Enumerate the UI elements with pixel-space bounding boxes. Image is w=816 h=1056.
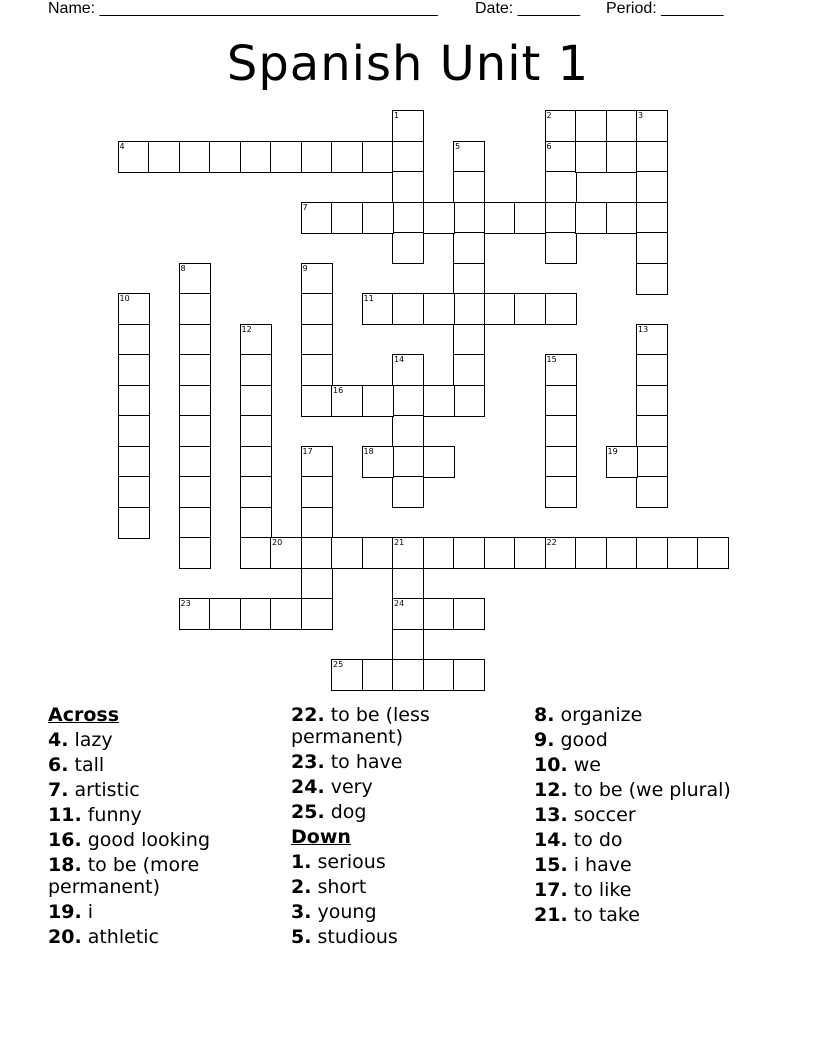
grid-cell[interactable] — [423, 293, 455, 325]
clue-number: 16 — [333, 385, 344, 395]
grid-cell[interactable] — [423, 385, 455, 417]
clue-item-text: young — [311, 901, 377, 923]
grid-cell[interactable] — [575, 202, 607, 234]
grid-cell[interactable] — [240, 446, 272, 478]
grid-cell[interactable] — [209, 141, 241, 173]
clue-number: 4 — [119, 141, 125, 151]
grid-cell[interactable] — [331, 659, 363, 691]
grid-cell[interactable] — [179, 415, 211, 447]
grid-cell[interactable] — [636, 415, 668, 447]
clue-item-text: to have — [324, 751, 403, 773]
grid-cell[interactable] — [606, 202, 638, 234]
grid-cell[interactable] — [545, 537, 577, 569]
clue-item-text: funny — [81, 804, 142, 826]
grid-cell[interactable] — [636, 232, 668, 264]
grid-cell[interactable] — [392, 385, 424, 417]
clue-number: 20 — [272, 538, 283, 547]
clue-item-text: organize — [554, 704, 643, 726]
grid-cell[interactable] — [362, 202, 394, 234]
grid-cell[interactable] — [636, 476, 668, 508]
grid-cell[interactable] — [362, 659, 394, 691]
grid-cell[interactable] — [636, 537, 668, 569]
grid-cell[interactable] — [453, 171, 485, 203]
clue-number: 1 — [394, 111, 400, 120]
grid-cell[interactable] — [270, 141, 302, 173]
grid-cell[interactable] — [453, 263, 485, 295]
grid-cell[interactable] — [545, 110, 577, 142]
grid-cell[interactable] — [240, 415, 272, 447]
clue-number: 7 — [302, 202, 308, 212]
clue-item — [291, 776, 527, 798]
grid-cell[interactable] — [423, 537, 455, 569]
grid-cell[interactable] — [392, 476, 424, 508]
clue-number: 10 — [119, 294, 130, 303]
clue-item-number: 2. — [291, 876, 312, 898]
clue-item-text: to be (more permanent) — [48, 854, 200, 898]
clue-item — [48, 926, 284, 948]
grid-cell[interactable] — [484, 293, 516, 325]
grid-cell[interactable] — [179, 537, 211, 569]
clue-item-number: 1. — [291, 851, 312, 873]
clue-item-number: 25. — [291, 801, 325, 823]
grid-cell[interactable] — [392, 659, 424, 691]
clue-number: 13 — [638, 324, 649, 334]
grid-cell[interactable] — [362, 141, 394, 173]
clue-item-number: 24. — [291, 776, 325, 798]
grid-cell[interactable] — [423, 598, 455, 630]
grid-cell[interactable] — [362, 537, 394, 569]
grid-cell[interactable] — [301, 537, 333, 569]
clue-number: 25 — [333, 660, 344, 669]
grid-cell[interactable] — [301, 202, 333, 234]
clue-item — [48, 754, 284, 776]
clue-number: 11 — [363, 294, 374, 303]
grid-cell[interactable] — [453, 659, 485, 691]
grid-cell[interactable] — [453, 598, 485, 630]
grid-cell[interactable] — [545, 354, 577, 386]
grid-cell[interactable] — [514, 202, 546, 234]
grid-cell[interactable] — [392, 171, 424, 203]
grid-cell[interactable] — [636, 385, 668, 417]
clue-number: 22 — [546, 538, 557, 547]
grid-cell[interactable] — [118, 507, 150, 539]
grid-cell[interactable] — [240, 476, 272, 508]
clue-number: 14 — [394, 355, 405, 364]
clue-item-number: 8. — [534, 704, 555, 726]
grid-cell[interactable] — [392, 629, 424, 661]
clue-item-text: to be (we plural) — [567, 779, 731, 801]
grid-cell[interactable] — [301, 507, 333, 539]
grid-cell[interactable] — [392, 354, 424, 386]
period-field[interactable]: Period: _______ — [606, 0, 724, 17]
grid-cell[interactable] — [179, 141, 211, 173]
clue-item-number: 23. — [291, 751, 325, 773]
date-field[interactable]: Date: _______ — [475, 0, 580, 17]
grid-cell[interactable] — [545, 293, 577, 325]
clue-number: 12 — [241, 324, 252, 334]
clue-number: 8 — [180, 263, 186, 273]
clue-item-number: 21. — [534, 904, 568, 926]
grid-cell[interactable] — [301, 385, 333, 417]
grid-cell[interactable] — [179, 476, 211, 508]
grid-cell[interactable] — [240, 385, 272, 417]
grid-cell[interactable] — [453, 354, 485, 386]
clue-number: 3 — [638, 111, 644, 120]
clue-item-text: soccer — [567, 804, 636, 826]
clue-item-number: 16. — [48, 829, 82, 851]
clue-number: 9 — [302, 263, 308, 273]
grid-cell[interactable] — [301, 354, 333, 386]
grid-cell[interactable] — [453, 141, 485, 173]
clue-item-number: 22. — [291, 704, 325, 726]
clue-item — [48, 854, 284, 898]
grid-cell[interactable] — [301, 568, 333, 600]
grid-cell[interactable] — [118, 446, 150, 478]
grid-cell[interactable] — [667, 537, 699, 569]
clue-item-text: artistic — [68, 779, 140, 801]
grid-cell[interactable] — [545, 141, 577, 173]
clue-item — [534, 829, 770, 851]
grid-cell[interactable] — [209, 598, 241, 630]
grid-cell[interactable] — [575, 537, 607, 569]
grid-cell[interactable] — [636, 263, 668, 295]
grid-cell[interactable] — [392, 141, 424, 173]
clue-item-text: athletic — [81, 926, 159, 948]
header — [0, 0, 816, 20]
grid-cell[interactable] — [331, 537, 363, 569]
clue-number: 23 — [180, 599, 191, 608]
clue-item — [291, 751, 527, 773]
grid-cell[interactable] — [392, 232, 424, 264]
clue-item — [48, 829, 284, 851]
grid-cell[interactable] — [301, 598, 333, 630]
grid-cell[interactable] — [606, 446, 638, 478]
grid-cell[interactable] — [331, 202, 363, 234]
grid-cell[interactable] — [514, 537, 546, 569]
clue-item — [291, 901, 527, 923]
clue-item-text: to like — [567, 879, 632, 901]
grid-cell[interactable] — [423, 202, 455, 234]
clue-item — [291, 926, 527, 948]
grid-cell[interactable] — [179, 598, 211, 630]
clue-item — [48, 901, 284, 923]
grid-cell[interactable] — [453, 293, 485, 325]
grid-cell[interactable] — [636, 354, 668, 386]
grid-cell[interactable] — [240, 507, 272, 539]
grid-cell[interactable] — [240, 324, 272, 356]
clue-item-number: 9. — [534, 729, 555, 751]
grid-cell[interactable] — [636, 446, 668, 478]
clue-column-1 — [48, 704, 284, 951]
grid-cell[interactable] — [301, 263, 333, 295]
grid-cell[interactable] — [636, 171, 668, 203]
grid-cell[interactable] — [118, 476, 150, 508]
clue-item-number: 13. — [534, 804, 568, 826]
grid-cell[interactable] — [392, 415, 424, 447]
grid-cell[interactable] — [636, 110, 668, 142]
grid-cell[interactable] — [118, 293, 150, 325]
clue-item-text: to be (less permanent) — [291, 704, 430, 748]
clue-item-text: studious — [311, 926, 398, 948]
clue-item-number: 3. — [291, 901, 312, 923]
clue-number: 6 — [546, 141, 552, 151]
page-title: Spanish Unit 1 — [226, 36, 590, 92]
grid-cell[interactable] — [392, 537, 424, 569]
clue-item — [534, 879, 770, 901]
clue-number: 5 — [455, 141, 461, 151]
clue-item — [291, 876, 527, 898]
grid-cell[interactable] — [331, 385, 363, 417]
clue-heading: Down — [291, 826, 351, 848]
clue-item-text: lazy — [68, 729, 113, 751]
grid-cell[interactable] — [118, 354, 150, 386]
grid-cell[interactable] — [240, 598, 272, 630]
clue-item-number: 14. — [534, 829, 568, 851]
clue-item-text: serious — [311, 851, 386, 873]
grid-cell[interactable] — [545, 415, 577, 447]
grid-cell[interactable] — [362, 385, 394, 417]
grid-cell[interactable] — [392, 598, 424, 630]
clue-item-number: 11. — [48, 804, 82, 826]
clue-number: 18 — [363, 446, 374, 456]
clue-item — [534, 704, 770, 726]
clue-item — [534, 729, 770, 751]
grid-cell[interactable] — [606, 537, 638, 569]
grid-cell[interactable] — [118, 324, 150, 356]
grid-cell[interactable] — [453, 232, 485, 264]
grid-cell[interactable] — [270, 598, 302, 630]
grid-cell[interactable] — [301, 446, 333, 478]
grid-cell[interactable] — [240, 537, 272, 569]
grid-cell[interactable] — [179, 446, 211, 478]
grid-cell[interactable] — [240, 141, 272, 173]
grid-cell[interactable] — [179, 507, 211, 539]
clue-column-2 — [291, 704, 527, 951]
clue-item — [534, 854, 770, 876]
clue-item-number: 12. — [534, 779, 568, 801]
grid-cell[interactable] — [392, 202, 424, 234]
clue-item — [291, 704, 527, 748]
grid-cell[interactable] — [606, 141, 638, 173]
grid-cell[interactable] — [545, 385, 577, 417]
clue-item-number: 19. — [48, 901, 82, 923]
clue-item-text: we — [567, 754, 601, 776]
grid-cell[interactable] — [118, 141, 150, 173]
clue-number: 21 — [394, 538, 405, 547]
grid-cell[interactable] — [453, 537, 485, 569]
grid-cell[interactable] — [118, 415, 150, 447]
grid-cell[interactable] — [575, 141, 607, 173]
grid-cell[interactable] — [697, 537, 729, 569]
grid-cell[interactable] — [240, 354, 272, 386]
grid-cell[interactable] — [484, 202, 516, 234]
grid-cell[interactable] — [545, 446, 577, 478]
clue-item-text: short — [311, 876, 367, 898]
grid-cell[interactable] — [179, 324, 211, 356]
grid-cell[interactable] — [270, 537, 302, 569]
clue-item — [534, 804, 770, 826]
clue-item-text: i — [81, 901, 93, 923]
grid-cell[interactable] — [606, 110, 638, 142]
grid-cell[interactable] — [545, 171, 577, 203]
clue-number: 2 — [546, 111, 552, 120]
clue-item — [48, 804, 284, 826]
grid-cell[interactable] — [301, 141, 333, 173]
grid-cell[interactable] — [453, 324, 485, 356]
grid-cell[interactable] — [301, 324, 333, 356]
grid-cell[interactable] — [636, 202, 668, 234]
grid-cell[interactable] — [423, 659, 455, 691]
clue-item — [291, 801, 527, 823]
grid-cell[interactable] — [636, 324, 668, 356]
clue-item-number: 4. — [48, 729, 69, 751]
grid-cell[interactable] — [179, 293, 211, 325]
clue-item-text: tall — [68, 754, 105, 776]
clue-number: 24 — [394, 599, 405, 608]
grid-cell[interactable] — [179, 354, 211, 386]
clue-item-text: dog — [324, 801, 367, 823]
clue-item-number: 17. — [534, 879, 568, 901]
grid-cell[interactable] — [179, 263, 211, 295]
grid-cell[interactable] — [453, 385, 485, 417]
clue-item-number: 20. — [48, 926, 82, 948]
clue-item-number: 7. — [48, 779, 69, 801]
clue-item — [534, 779, 770, 801]
grid-cell[interactable] — [148, 141, 180, 173]
clue-item — [534, 754, 770, 776]
name-field[interactable]: Name: ______________________________________ — [48, 0, 438, 17]
clue-item — [291, 851, 527, 873]
grid-cell[interactable] — [575, 110, 607, 142]
clue-item-number: 6. — [48, 754, 69, 776]
grid-cell[interactable] — [392, 293, 424, 325]
grid-cell[interactable] — [484, 537, 516, 569]
clue-item-number: 10. — [534, 754, 568, 776]
clue-column-3 — [534, 704, 770, 929]
grid-cell[interactable] — [392, 446, 424, 478]
clue-item-text: good looking — [81, 829, 211, 851]
grid-cell[interactable] — [362, 446, 394, 478]
clue-item-text: to take — [567, 904, 640, 926]
clue-item-number: 18. — [48, 854, 82, 876]
grid-cell[interactable] — [545, 476, 577, 508]
grid-cell[interactable] — [301, 293, 333, 325]
grid-cell[interactable] — [392, 110, 424, 142]
grid-cell[interactable] — [423, 446, 455, 478]
clue-item-text: very — [324, 776, 373, 798]
grid-cell[interactable] — [545, 202, 577, 234]
grid-cell[interactable] — [514, 293, 546, 325]
clue-item-text: good — [554, 729, 608, 751]
clue-item-number: 15. — [534, 854, 568, 876]
clue-number: 15 — [546, 355, 557, 364]
clue-number: 19 — [607, 446, 618, 456]
grid-cell[interactable] — [331, 141, 363, 173]
grid-cell[interactable] — [301, 476, 333, 508]
clue-item-number: 5. — [291, 926, 312, 948]
clue-item — [534, 904, 770, 926]
grid-cell[interactable] — [453, 202, 485, 234]
clue-item-text: to do — [567, 829, 623, 851]
clue-item — [48, 779, 284, 801]
clue-number: 17 — [302, 446, 313, 456]
grid-cell[interactable] — [118, 385, 150, 417]
clue-item — [48, 729, 284, 751]
grid-cell[interactable] — [392, 568, 424, 600]
grid-cell[interactable] — [179, 385, 211, 417]
clue-item-text: i have — [567, 854, 632, 876]
grid-cell[interactable] — [362, 293, 394, 325]
grid-cell[interactable] — [545, 232, 577, 264]
clue-heading: Across — [48, 704, 120, 726]
grid-cell[interactable] — [636, 141, 668, 173]
